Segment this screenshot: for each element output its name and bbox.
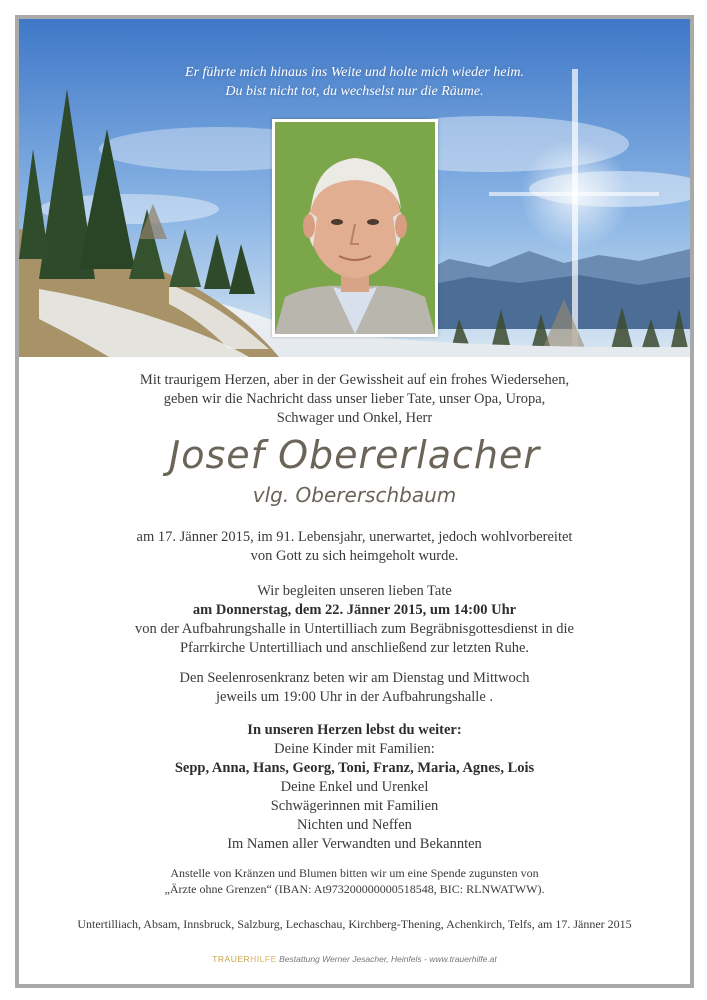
death-line-2: von Gott zu sich heimgeholt wurde. [250,548,459,564]
funeral-line-4: Pfarrkirche Untertilliach und anschließend zur letzten Ruhe. [179,640,530,656]
donation-request [19,865,690,897]
funeral-date-time: am Donnerstag, dem 22. Jänner 2015, um 14:00 Uhr [192,602,517,618]
funeral-line-3: von der Aufbahrungshalle in Untertilliach zum Begräbnisgottesdienst in die [135,621,574,637]
footer-text: Bestattung Werner Jesacher, Heinfels - www.trauerhilfe.at [276,954,497,964]
mourners-line-1: Deine Kinder mit Familien: [274,741,435,757]
rosary-info [19,669,690,707]
deceased-name: Josef Obererlacher [169,433,540,477]
donation-line-1: Anstelle von Kränzen und Blumen bitten wir um eine Spende zugunsten von [170,866,539,880]
intro-line-2: geben wir die Nachricht dass unser lieber Tate, unser Opa, Uropa, [163,391,546,407]
footer-undertaker [19,954,690,964]
mourners-list [19,721,690,854]
mourners-line-5: Nichten und Neffen [297,817,412,833]
deceased-portrait [272,119,438,337]
parte-frame [15,15,694,988]
donation-line-2: „Ärzte ohne Grenzen“ (IBAN: At973200000000518548, BIC: RLNWATWW). [164,882,545,896]
intro-line-3: Schwager und Onkel, Herr [276,410,433,426]
header-verse [19,63,690,101]
deceased-vulgo-name: vlg. Obererschbaum [252,483,457,507]
footer-brand-b: HILFE [250,954,277,964]
mourners-line-6: Im Namen aller Verwandten und Bekannten [227,836,482,852]
rosary-line-1: Den Seelenrosenkranz beten wir am Dienstag und Mittwoch [179,670,530,686]
mourners-line-4: Schwägerinnen mit Familien [270,798,439,814]
verse-line-2: Du bist nicht tot, du wechselst nur die Räume. [225,84,484,99]
funeral-line-1: Wir begleiten unseren lieben Tate [257,583,452,599]
death-line-1: am 17. Jänner 2015, im 91. Lebensjahr, unerwartet, jedoch wohlvorbereitet [136,529,573,545]
mourners-line-3: Deine Enkel und Urenkel [280,779,429,795]
intro-text [19,371,690,428]
mourners-heading: In unseren Herzen lebst du weiter: [247,722,462,738]
verse-line-1: Er führte mich hinaus ins Weite und holte mich wieder heim. [185,65,524,80]
footer-brand-a: TRAUER [212,954,251,964]
rosary-line-2: jeweils um 19:00 Uhr in der Aufbahrungshalle . [215,689,494,705]
funeral-info [19,582,690,658]
intro-line-1: Mit traurigem Herzen, aber in der Gewissheit auf ein frohes Wiedersehen, [139,372,570,388]
places-and-date: Untertilliach, Absam, Innsbruck, Salzburg, Lechaschau, Kirchberg-Thening, Achenkirch, Telfs, am 17. Jänner 2015 [77,917,632,931]
mourners-children: Sepp, Anna, Hans, Georg, Toni, Franz, Maria, Agnes, Lois [174,760,535,776]
death-notice [19,528,690,566]
